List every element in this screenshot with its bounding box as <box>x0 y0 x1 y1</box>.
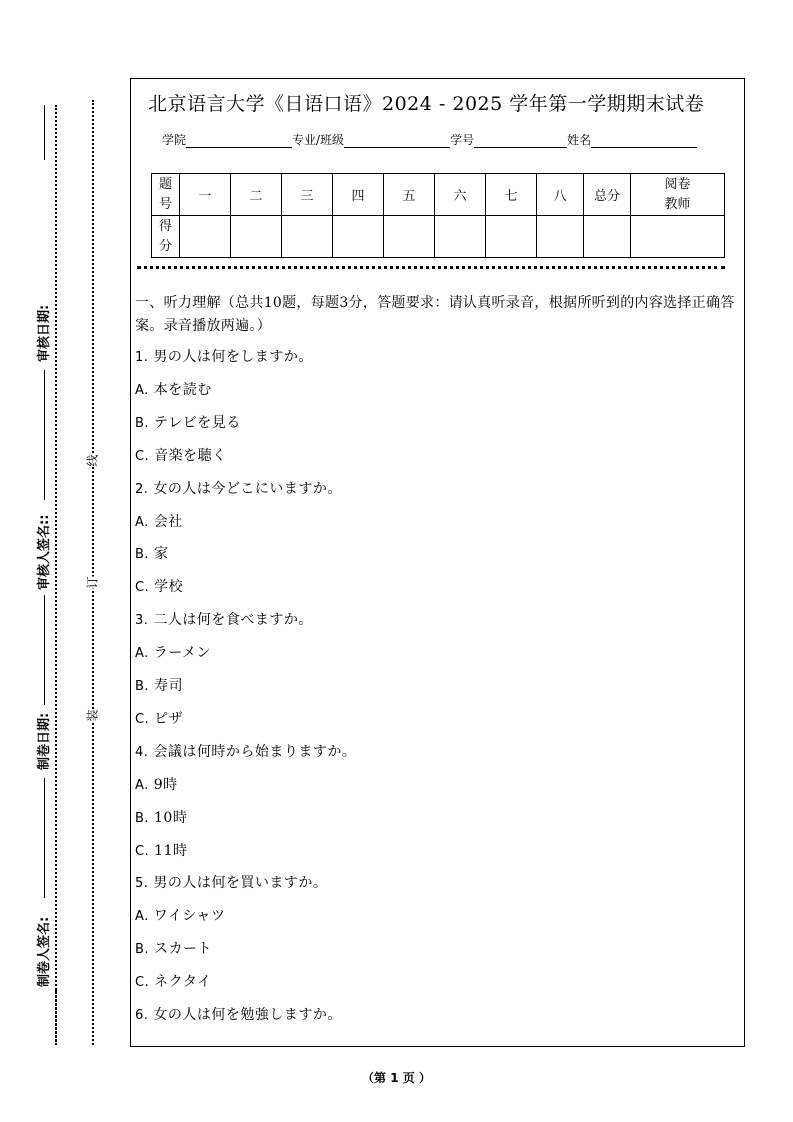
item-text: 二人は何を食べますか。 <box>153 612 313 629</box>
dotted-separator <box>137 266 725 269</box>
item-number: C. <box>135 975 150 991</box>
col-4: 四 <box>333 174 384 216</box>
col-3: 三 <box>282 174 333 216</box>
item-text: ラーメン <box>153 645 212 662</box>
option-item <box>135 445 227 465</box>
item-number: B. <box>135 547 150 563</box>
item-number: A. <box>135 646 149 662</box>
margin-dotted-line-inner <box>92 100 94 1045</box>
grader-label: 阅卷 教师 <box>631 174 725 216</box>
section-heading: 一、听力理解（总共10题，每题3分，答题要求：请认真听录音，根据所听到的内容选择正确答案。录音播放两遍。） <box>135 295 735 334</box>
item-number: A. <box>135 909 149 925</box>
item-number: A. <box>135 514 149 530</box>
question-item <box>135 346 313 366</box>
option-item <box>135 543 169 563</box>
review-date-label: 审核日期: <box>37 304 52 362</box>
item-number: B. <box>135 942 150 958</box>
item-text: テレビを見る <box>154 414 241 431</box>
option-item <box>135 807 187 827</box>
col-2: 二 <box>231 174 282 216</box>
score-label: 得 分 <box>152 216 180 258</box>
preparer-signature-label: 制卷人签名: <box>37 916 52 987</box>
margin-line-left-1 <box>44 370 45 500</box>
option-item <box>135 840 188 860</box>
col-7: 七 <box>486 174 537 216</box>
item-number: 3. <box>135 613 149 629</box>
item-number: C. <box>135 580 150 596</box>
question-number-label: 题 号 <box>152 174 180 216</box>
item-text: 男の人は何をしますか。 <box>153 349 313 365</box>
item-text: 本を読む <box>153 381 212 398</box>
item-text: 11時 <box>154 842 188 859</box>
item-number: 4. <box>135 744 149 760</box>
order-mark: 订 <box>85 576 100 589</box>
item-number: B. <box>135 810 150 826</box>
col-1: 一 <box>180 174 231 216</box>
item-text: 会議は何時から始まりますか。 <box>153 743 357 760</box>
option-item <box>135 708 183 728</box>
item-text: ワイシャツ <box>153 908 226 925</box>
line-mark: 线 <box>85 454 100 467</box>
col-6: 六 <box>435 174 486 216</box>
score-cell-1[interactable] <box>180 216 231 258</box>
item-text: 10時 <box>154 809 188 826</box>
margin-line-left-top <box>44 105 45 160</box>
col-8: 八 <box>537 174 584 216</box>
option-item <box>135 576 183 596</box>
margin-dotted-line-outer <box>55 105 57 1045</box>
reviewer-signature-label: 审核人签名:: <box>37 514 52 590</box>
score-cell-4[interactable] <box>333 216 384 258</box>
page-number: （第 1 页 ） <box>362 1071 431 1085</box>
score-cell-8[interactable] <box>537 216 584 258</box>
college-label: 学院 <box>162 133 187 147</box>
score-table-score-row <box>152 216 725 258</box>
option-item <box>135 905 226 925</box>
score-cell-7[interactable] <box>486 216 537 258</box>
item-text: 女の人は今どこにいますか。 <box>153 480 342 497</box>
item-number: C. <box>135 843 150 859</box>
option-item <box>135 774 178 794</box>
question-item <box>135 872 327 892</box>
item-number: 5. <box>135 876 149 892</box>
exam-title: 北京语言大学《日语口语》2024 - 2025 学年第一学期期末试卷 <box>148 93 705 115</box>
question-item <box>135 478 342 498</box>
item-number: C. <box>135 448 150 464</box>
bind-mark: 装 <box>85 709 100 722</box>
item-text: ネクタイ <box>154 974 212 991</box>
grader-cell[interactable] <box>631 216 725 258</box>
item-number: B. <box>135 415 150 431</box>
option-item <box>135 675 183 695</box>
option-item <box>135 511 183 531</box>
option-item <box>135 642 211 662</box>
item-number: A. <box>135 777 149 793</box>
item-number: 6. <box>135 1008 149 1023</box>
item-text: 会社 <box>153 513 183 530</box>
name-field[interactable] <box>591 135 697 148</box>
item-number: 1. <box>135 350 149 365</box>
item-text: 家 <box>154 546 169 563</box>
col-5: 五 <box>384 174 435 216</box>
score-cell-2[interactable] <box>231 216 282 258</box>
option-item <box>135 938 212 958</box>
question-item <box>135 1004 342 1024</box>
margin-line-left-3 <box>44 778 45 898</box>
item-number: B. <box>135 679 150 694</box>
college-field[interactable] <box>186 135 292 148</box>
item-text: ピザ <box>154 710 184 727</box>
option-item <box>135 971 212 991</box>
major-field[interactable] <box>344 135 450 148</box>
score-table-header-row <box>152 174 725 216</box>
id-field[interactable] <box>474 135 567 148</box>
question-item <box>135 741 356 761</box>
score-cell-3[interactable] <box>282 216 333 258</box>
item-number: C. <box>135 711 150 727</box>
name-label: 姓名 <box>567 133 592 147</box>
col-total: 总分 <box>584 174 631 216</box>
option-item <box>135 412 241 432</box>
item-number: A. <box>135 382 149 398</box>
score-cell-5[interactable] <box>384 216 435 258</box>
score-cell-6[interactable] <box>435 216 486 258</box>
item-text: 女の人は何を勉強しますか。 <box>153 1007 342 1023</box>
item-number: 2. <box>135 481 149 497</box>
margin-line-left-2 <box>44 595 45 705</box>
option-item <box>135 379 212 399</box>
score-cell-total[interactable] <box>584 216 631 258</box>
student-info-row <box>162 131 697 148</box>
id-label: 学号 <box>450 133 475 147</box>
major-label: 专业/班级 <box>292 133 345 147</box>
item-text: 男の人は何を買いますか。 <box>153 875 328 892</box>
item-text: スカート <box>154 941 213 958</box>
score-table <box>151 173 725 258</box>
item-text: 学校 <box>154 579 184 596</box>
item-text: 寿司 <box>154 678 184 694</box>
item-text: 音楽を聴く <box>154 447 227 464</box>
item-text: 9時 <box>153 776 178 793</box>
prep-date-label: 制卷日期: <box>37 712 52 770</box>
question-item <box>135 609 313 629</box>
